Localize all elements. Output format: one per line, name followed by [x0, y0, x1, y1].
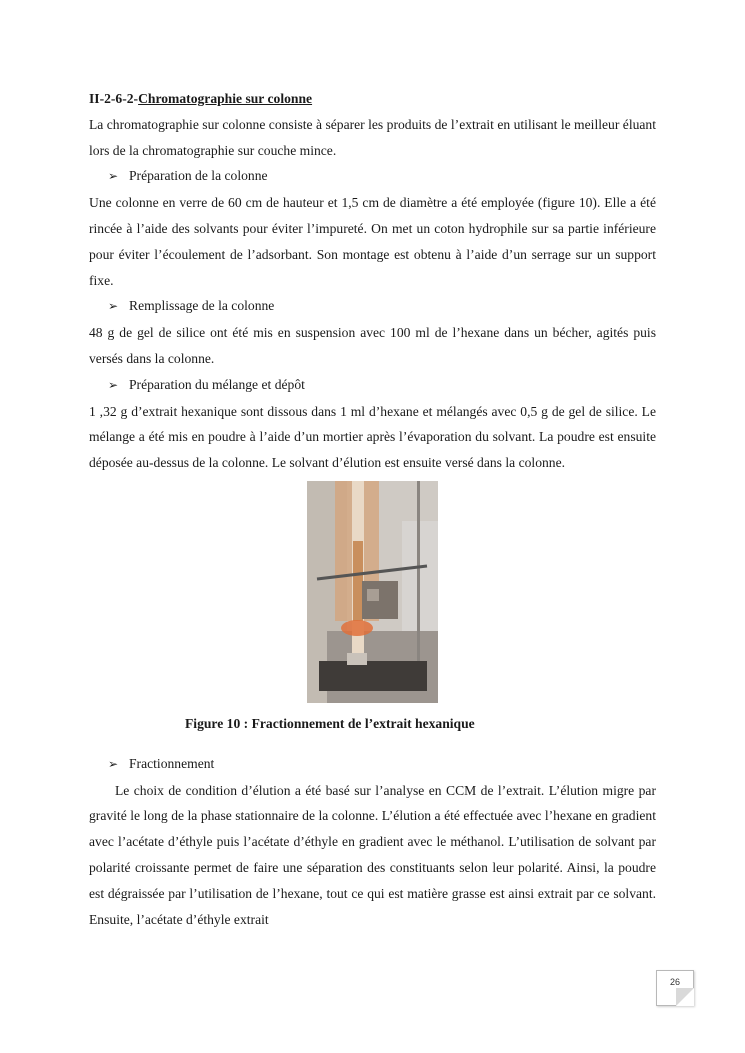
bullet-item — [108, 751, 656, 778]
section-heading — [89, 86, 656, 112]
page-fold-icon — [676, 988, 694, 1006]
arrow-bullet-icon: ➢ — [108, 299, 119, 314]
fractionnement-paragraph: Le choix de condition d’élution a été basé sur l’analyse en CCM de l’extrait. L’élution migre par gravité le long de la phase stationnaire de la colonne. L’élution a été effectuée avec l’hexane en gradient avec l’acétate d’éthyle puis l’acétate d’éthyle en gradient avec le méthanol. L’utilisation de solvant par polarité croissante permet de faire une séparation des constituants selon leur polarité. Ainsi, la poudre est dégraissée par l’utilisation de l’hexane, tout ce qui est matière grasse est ainsi extrait par ce solvant. Ensuite, l’acétate d’éthyle extrait — [89, 782, 656, 927]
arrow-bullet-icon: ➢ — [108, 756, 119, 771]
bullet-label: Préparation du mélange et dépôt — [129, 376, 305, 392]
bullet-item — [108, 293, 656, 320]
bullet-label: Fractionnement — [129, 755, 215, 771]
arrow-bullet-icon: ➢ — [108, 169, 119, 184]
heading-number: II-2-6-2- — [89, 91, 139, 106]
arrow-bullet-icon: ➢ — [108, 377, 119, 392]
section-paragraph: Une colonne en verre de 60 cm de hauteur et 1,5 cm de diamètre a été employée (figure 10). Elle a été rincée à l’aide des solvants pour éviter l’impureté. On met un coton hydrophile sur sa partie inférieure pour éviter l’écoulement de l’adsorbant. Son montage est obtenu à l’aide d’un serrage sur un support fixe. — [89, 195, 656, 288]
figure-caption: Figure 10 : Fractionnement de l’extrait hexanique — [185, 715, 475, 731]
bullet-label: Préparation de la colonne — [129, 168, 268, 184]
page-number: 26 — [669, 977, 680, 987]
intro-paragraph: La chromatographie sur colonne consiste à séparer les produits de l’extrait en utilisant le meilleur éluant lors de la chromatographie sur couche mince. — [89, 116, 656, 158]
bullet-item — [108, 163, 656, 190]
section-paragraph: 1 ,32 g d’extrait hexanique sont dissous dans 1 ml d’hexane et mélangés avec 0,5 g de gel de silice. Le mélange a été mis en poudre à l’aide d’un mortier après l’évaporation du solvant. La poudre est ensuite déposée au-dessus de la colonne. Le solvant d’élution est ensuite versé dans la colonne. — [89, 403, 656, 471]
bullet-label: Remplissage de la colonne — [129, 298, 275, 314]
page-number-box — [656, 970, 694, 1006]
photo-illustration — [307, 481, 438, 703]
bullet-item — [108, 372, 656, 399]
document-body — [89, 86, 656, 932]
heading-title: Chromatographie sur colonne — [138, 91, 313, 106]
figure — [89, 481, 656, 703]
column-chromatography-photo — [307, 481, 438, 703]
section-paragraph: 48 g de gel de silice ont été mis en suspension avec 100 ml de l’hexane dans un bécher, agités puis versés dans la colonne. — [89, 325, 656, 366]
